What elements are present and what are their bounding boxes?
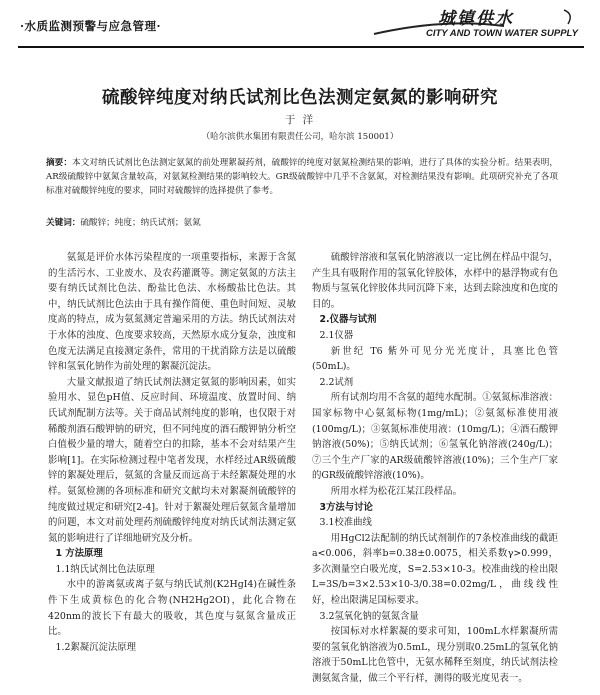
subsection-heading: 2.2试剂	[319, 376, 354, 388]
page-header	[0, 0, 600, 48]
paragraph: 氨氮是评价水体污染程度的一项重要指标，来源于含氮的生活污水、工业废水、及农药灌溉等。测定氨氮的方法主要有纳氏试剂比色法、酚盐比色法、水杨酸盐比色法。其中，纳氏试剂比色法由于具有操作简便、重色时间短、灵敏度高的特点，成为氨氮测定普遍采用的方法。纳氏试剂法对于水体的浊度、色度要求较高，天然原水成分复杂，浊度和色度无法满足直接测定条件，常用的干扰消除方法是以硫酸锌和氢氧化钠作为前处理的絮凝沉淀法。	[48, 252, 296, 373]
paragraph: 大量文献报道了纳氏试剂法测定氨氮的影响因素，如实验用水、显色pH值、反应时间、环境温度、放置时间、纳氏试剂配制方法等。关于商品试剂纯度的影响，也仅限于对稀酸剂酒石酸钾钠的研究，但不同纯度的酒石酸钾钠分析空白值极少量的增大，随着空白的扣除，基本不会对结果产生影响[1]。在实际检测过程中笔者发现，水样经过AR级硫酸锌的絮凝处理后，氨氮的含量反而远高于未经絮凝处理的水样。氨氮检测的各项标准和研究文献均未对絮凝剂硫酸锌的纯度做过规定和研究[2-4]。针对于絮凝处理后氨氮含量增加的问题，本文对前处理药剂硫酸锌纯度对纳氏试剂法测定氨氮的影响进行了详细地研究及分析。	[48, 376, 296, 544]
keywords-text: 硫酸锌；纯度；纳氏试剂；氨氮	[80, 218, 201, 228]
author-affiliation: （哈尔滨供水集团有限责任公司，哈尔滨 150001）	[201, 132, 399, 142]
abstract-text: 本文对纳氏试剂比色法测定氨氮的前处理絮凝药剂，硫酸锌的纯度对氨氮检测结果的影响，进行了具体的实验分析。结果表明，AR级硫酸锌中氨氮含量较高，对氨氮检测结果的影响较大。GR级硫酸锌中几乎不含氨氮，对检测结果没有影响。此项研究补充了各项标准对硫酸锌纯度的要求，同时对硫酸锌的选择提供了参考。	[46, 158, 558, 196]
paragraph: 新世纪 T6 紫外可见分光光度计，具塞比色管(50mL)。	[312, 345, 558, 373]
paragraph: 所用水样为松花江某江段样品。	[330, 485, 463, 497]
header-divider	[18, 46, 584, 48]
section-heading: 1 方法原理	[55, 548, 103, 560]
paragraph: 硫酸锌溶液和氢氧化钠溶液以一定比例在样品中混匀，产生具有吸附作用的氢氧化锌胶体，水样中的悬浮物或有色物质与氢氧化锌胶体共同沉降下来，达到去除浊度和色度的目的。	[312, 252, 558, 310]
paragraph: 所有试剂均用不含氨的超纯水配制。①氨氮标准溶液：国家标物中心氨氮标物(1mg/mL)；②氨氮标准使用液(100mg/L)；③氨氮标准使用液：(10mg/L)；④酒石酸钾钠溶液(50%)；⑤纳氏试剂；⑥氢氧化钠溶液(240g/L)；⑦三个生产厂家的AR级硫酸锌溶液(10%)；三个生产厂家的GR级硫酸锌溶液(10%)。	[312, 392, 558, 482]
article-author: 于 洋	[284, 114, 316, 126]
keywords	[46, 216, 558, 228]
left-column	[48, 250, 296, 655]
journal-brand	[334, 4, 584, 44]
subsection-heading: 1.1纳氏试剂比色法原理	[55, 563, 155, 575]
brand-chinese-name: 城镇供水	[438, 9, 514, 29]
paragraph: 按国标对水样絮凝的要求可知，100mL水样絮凝所需要的氢氧化钠溶液为0.5mL，现分别取0.25mL的氢氧化钠溶液于50mL比色管中，无氨水稀释至刻度，纳氏试剂法检测氨氮含量，做三个平行样，测得的吸光度见表一。	[312, 626, 558, 685]
paragraph: 水中的游离氨或离子氨与纳氏试剂(K2HgI4)在碱性条件下生成黄棕色的化合物(NH2Hg2OI)，此化合物在420nm的波长下有最大的吸收，其色度与氨氮含量成正比。	[48, 579, 296, 638]
subsection-heading: 2.1仪器	[319, 329, 354, 341]
right-column	[312, 250, 558, 687]
keywords-label: 关键词：	[46, 218, 81, 228]
abstract	[46, 156, 558, 198]
paragraph: 用HgCl2法配制的纳氏试剂制作的7条校准曲线的截距a<0.006，斜率b=0.38±0.0075，相关系数γ>0.999，多次测量空白吸光度，S=2.53×10-3。校准曲线的检出限L=3S/b=3×2.53×10-3/0.38=0.02mg/L，曲线线性好，检出限满足国标要求。	[312, 532, 558, 607]
section-heading: 2.仪器与试剂	[319, 314, 377, 326]
journal-section-label: ·水质监测预警与应急管理·	[20, 19, 162, 33]
brand-english-name: CITY AND TOWN WATER SUPPLY	[425, 28, 578, 39]
subsection-heading: 3.2氢氧化钠的氨氮含量	[319, 610, 419, 622]
abstract-label: 摘要：	[46, 158, 73, 168]
article-title: 硫酸锌纯度对纳氏试剂比色法测定氨氮的影响研究	[102, 88, 498, 108]
subsection-heading: 3.1校准曲线	[319, 517, 372, 529]
section-heading: 3方法与讨论	[319, 501, 373, 513]
subsection-heading: 1.2絮凝沉淀法原理	[55, 641, 137, 653]
